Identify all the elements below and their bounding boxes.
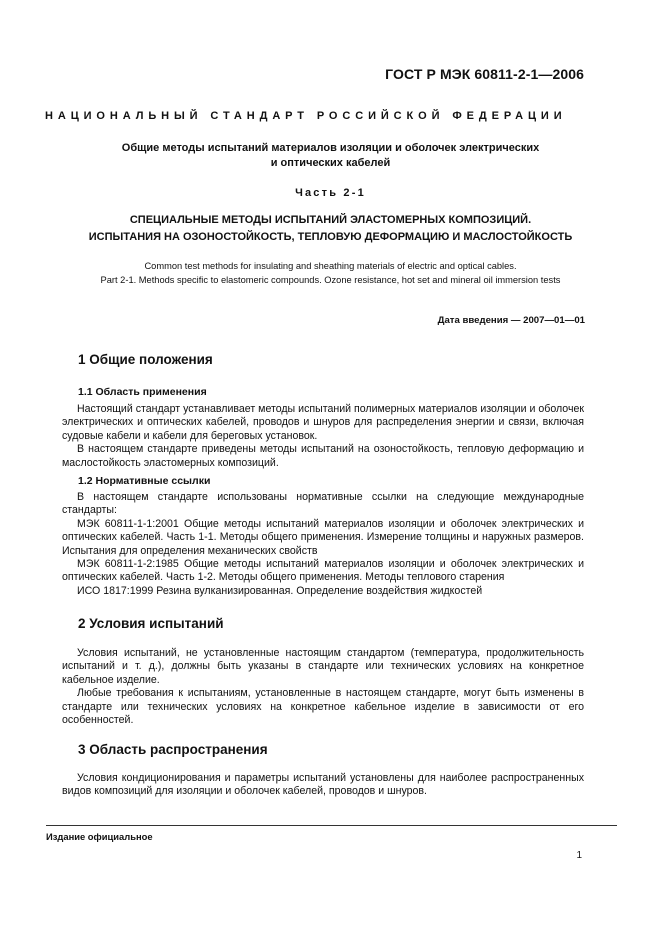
special-title-line-1: СПЕЦИАЛЬНЫЕ МЕТОДЫ ИСПЫТАНИЙ ЭЛАСТОМЕРНЫХ КОМПОЗИЦИЙ. xyxy=(129,214,532,226)
section-2-text xyxy=(62,647,584,727)
paragraph: В настоящем стандарте использованы нормативные ссылки на следующие международные стандарты: xyxy=(62,491,584,517)
section-1-heading: 1 Общие положения xyxy=(78,352,213,367)
introduction-date: Дата введения — 2007—01—01 xyxy=(437,315,585,326)
reference-item: ИСО 1817:1999 Резина вулканизированная. Определение воздействия жидкостей xyxy=(77,584,483,597)
edition-label: Издание официальное xyxy=(46,831,153,842)
section-1-2-heading: 1.2 Нормативные ссылки xyxy=(78,475,211,487)
title-en-line-2: Part 2-1. Methods specific to elastomeric compounds. Ozone resistance, hot set and mineral oil immersion tests xyxy=(100,275,561,285)
footer-divider xyxy=(46,825,617,826)
section-1-1-heading: 1.1 Область применения xyxy=(78,386,207,398)
paragraph: Условия испытаний, не установленные настоящим стандартом (температура, продолжительность испытаний и т. д.), должны быть указаны в стандарте или технических условиях на конкретное кабельное изделие. xyxy=(62,647,584,686)
reference-item: МЭК 60811-1-1:2001 Общие методы испытаний материалов изоляции и оболочек электрических и оптических кабелей. Часть 1-1. Методы общего применения. Измерение толщины и наружных размеров. Испытания для определения механических свойств xyxy=(62,517,584,557)
title-en-line-1: Common test methods for insulating and sheathing materials of electric and optical cables. xyxy=(144,261,517,271)
title-ru-line-2: и оптических кабелей xyxy=(270,157,391,169)
special-title xyxy=(60,212,601,246)
paragraph: В настоящем стандарте приведены методы испытаний на озоностойкость, тепловую деформацию и маслостойкость эластомерных композиций. xyxy=(62,443,584,469)
page-number: 1 xyxy=(576,850,582,861)
paragraph: Условия кондиционирования и параметры испытаний установлены для наиболее распространенных видов композиций для изоляции и оболочек кабелей, проводов и шнуров. xyxy=(62,772,584,798)
part-label: Часть 2-1 xyxy=(295,187,366,199)
reference-item: МЭК 60811-1-2:1985 Общие методы испытаний материалов изоляции и оболочек электрических и оптических кабелей. Часть 1-2. Методы общего применения. Методы теплового старения xyxy=(62,558,584,584)
paragraph: Любые требования к испытаниям, установленные в настоящем стандарте, могут быть изменены в стандарте или технических условиях на конкретное кабельное изделие в зависимости от его особенностей. xyxy=(62,687,584,727)
section-1-1-text xyxy=(62,403,584,470)
section-3-text xyxy=(62,772,584,799)
section-2-heading: 2 Условия испытаний xyxy=(78,616,224,631)
national-standard-banner: НАЦИОНАЛЬНЫЙ СТАНДАРТ РОССИЙСКОЙ ФЕДЕРАЦИИ xyxy=(45,110,567,122)
section-1-2-text xyxy=(62,491,584,598)
standard-number: ГОСТ Р МЭК 60811-2-1—2006 xyxy=(385,66,584,82)
special-title-line-2: ИСПЫТАНИЯ НА ОЗОНОСТОЙКОСТЬ, ТЕПЛОВУЮ ДЕФОРМАЦИЮ И МАСЛОСТОЙКОСТЬ xyxy=(88,231,573,243)
document-title-en xyxy=(60,259,601,287)
section-3-heading: 3 Область распространения xyxy=(78,742,268,757)
title-ru-line-1: Общие методы испытаний материалов изоляции и оболочек электрических xyxy=(121,142,540,154)
paragraph: Настоящий стандарт устанавливает методы испытаний полимерных материалов изоляции и оболочек электрических и оптических кабелей, проводов и шнуров для распределения энергии и связи, включая судовые кабели и кабели для береговых установок. xyxy=(62,403,584,442)
document-title-ru xyxy=(60,141,601,171)
